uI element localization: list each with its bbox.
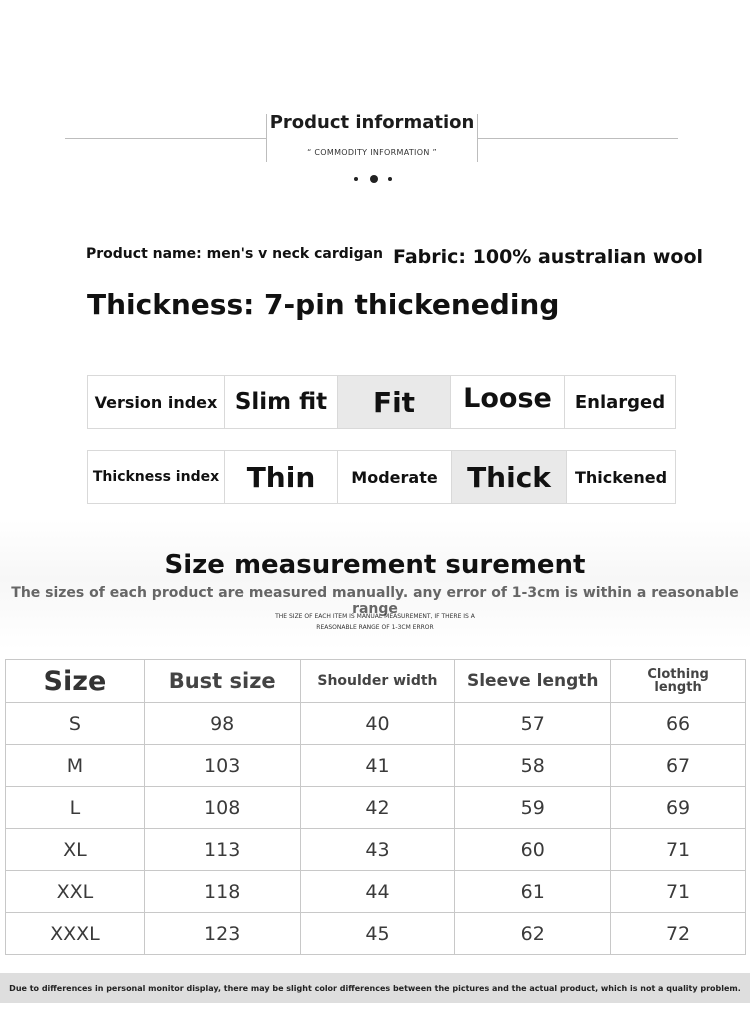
page-title: Product information	[269, 112, 475, 133]
footer-disclaimer: Due to differences in personal monitor display, there may be slight color differences between the pictures and the actual product, which is not a quality problem.	[0, 973, 750, 1003]
column-header-shoulder: Shoulder width	[300, 660, 455, 703]
size-table-header-row	[6, 660, 746, 703]
size-section-title: Size measurement surement	[164, 550, 586, 580]
table-cell: 72	[611, 913, 746, 955]
table-cell: 61	[455, 871, 611, 913]
header-divider-right	[477, 114, 478, 162]
size-note-fine-print: REASONABLE RANGE OF 1-3CM ERROR	[316, 624, 434, 631]
table-cell: 69	[611, 787, 746, 829]
table-cell: 42	[300, 787, 455, 829]
product-name: Product name: men's v neck cardigan	[86, 246, 384, 262]
header-divider-left	[266, 114, 267, 162]
table-row	[6, 829, 746, 871]
table-cell: L	[6, 787, 145, 829]
version-option-enlarged: Enlarged	[574, 391, 666, 413]
version-index-table	[87, 375, 676, 429]
table-cell: 71	[611, 829, 746, 871]
carousel-dot-icon	[388, 177, 392, 181]
table-cell: 45	[300, 913, 455, 955]
thickness-option-moderate: Moderate	[338, 451, 452, 503]
carousel-dot-active-icon	[370, 175, 378, 183]
thickness-option-thick: Thick	[452, 451, 567, 503]
version-index-label: Version index	[88, 376, 225, 428]
table-cell: 58	[455, 745, 611, 787]
thickness-option-thin: Thin	[225, 451, 338, 503]
size-note-fine-print: THE SIZE OF EACH ITEM IS MANUAL MEASUREMENT, IF THERE IS A	[275, 613, 475, 620]
version-option-loose: Loose	[451, 376, 565, 428]
table-cell: 71	[611, 871, 746, 913]
column-header-clothing-length	[611, 660, 746, 703]
table-cell: 44	[300, 871, 455, 913]
table-cell: XL	[6, 829, 145, 871]
table-cell: XXXL	[6, 913, 145, 955]
size-section-note: The sizes of each product are measured manually. any error of 1-3cm is within a reasonable range	[11, 585, 739, 617]
header-line-right	[478, 138, 678, 139]
table-row	[6, 703, 746, 745]
table-cell: 67	[611, 745, 746, 787]
version-option-slim-fit: Slim fit	[225, 376, 338, 428]
table-cell: 66	[611, 703, 746, 745]
thickness-index-table	[87, 450, 676, 504]
table-cell: 62	[455, 913, 611, 955]
thickness-option-thickened: Thickened	[574, 467, 668, 487]
table-cell: XXL	[6, 871, 145, 913]
column-header-size: Size	[6, 660, 145, 703]
column-header-bust: Bust size	[144, 660, 300, 703]
table-cell: S	[6, 703, 145, 745]
table-cell: 57	[455, 703, 611, 745]
page-subtitle: “ COMMODITY INFORMATION ”	[307, 148, 437, 157]
table-cell: 59	[455, 787, 611, 829]
table-row	[6, 913, 746, 955]
table-cell: 118	[144, 871, 300, 913]
table-row	[6, 787, 746, 829]
table-cell: 60	[455, 829, 611, 871]
table-cell: 123	[144, 913, 300, 955]
thickness-index-label: Thickness index	[88, 451, 225, 503]
table-row	[6, 745, 746, 787]
version-option-fit: Fit	[338, 376, 451, 428]
table-cell: 41	[300, 745, 455, 787]
size-table	[5, 659, 746, 955]
table-cell: 103	[144, 745, 300, 787]
product-thickness: Thickness: 7-pin thickeneding	[87, 288, 560, 321]
table-cell: M	[6, 745, 145, 787]
table-cell: 113	[144, 829, 300, 871]
product-fabric: Fabric: 100% australian wool	[393, 246, 704, 268]
table-cell: 40	[300, 703, 455, 745]
header-line-left	[65, 138, 266, 139]
table-cell: 43	[300, 829, 455, 871]
table-cell: 108	[144, 787, 300, 829]
table-cell: 98	[144, 703, 300, 745]
table-row	[6, 871, 746, 913]
carousel-dot-icon	[354, 177, 358, 181]
column-header-sleeve: Sleeve length	[455, 660, 611, 703]
clothing-length-header-text: Clothing length	[647, 667, 709, 695]
